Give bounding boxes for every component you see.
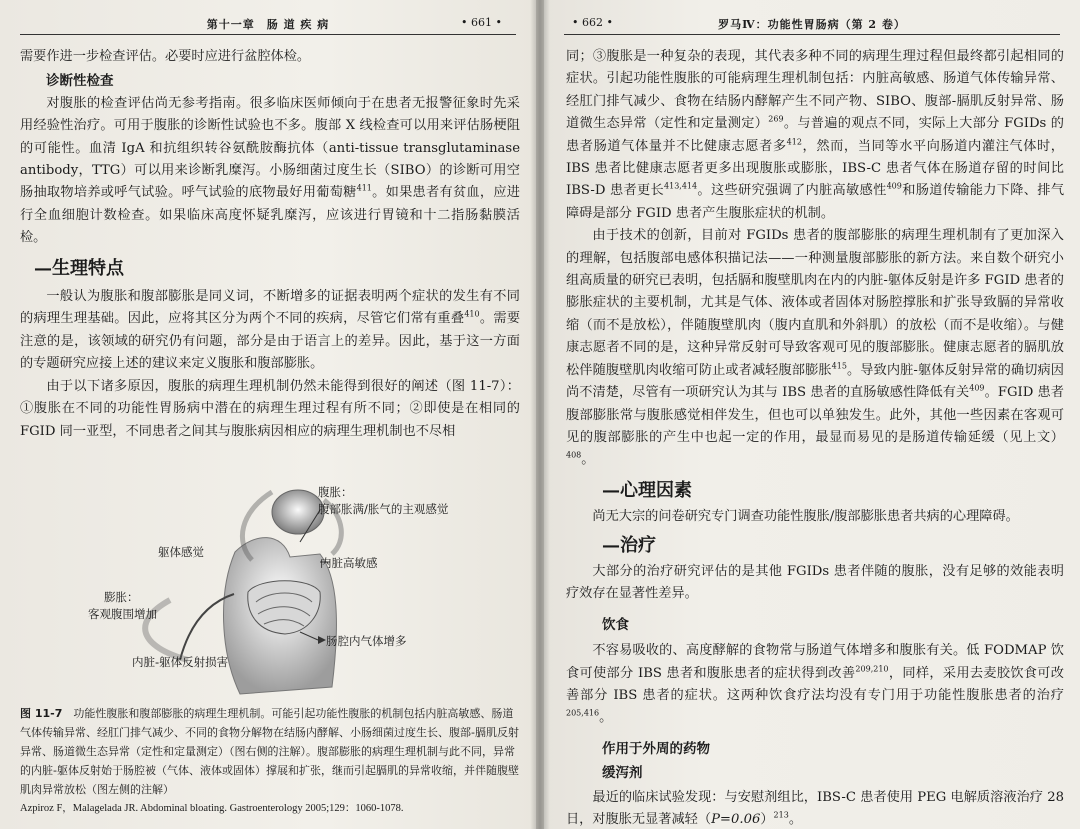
running-head-left bbox=[20, 16, 516, 35]
page-number: • 662 • bbox=[572, 16, 613, 29]
figure-11-7 bbox=[20, 482, 525, 704]
right-body bbox=[566, 46, 1064, 829]
book-gutter bbox=[530, 0, 550, 829]
label-gas: 肠腔内气体增多 bbox=[326, 634, 407, 648]
paragraph-physiology-2: 由于以下诸多原因，腹胀的病理生理机制仍然未能得到很好的阐述（图 11-7）：①腹胀在不同的功能性胃肠病中潜在的病理生理过程有所不同；②即使是在相同的 FGID 同一亚型，不同患者之间其与腹胀病因相应的病理生理机制也不尽相 bbox=[20, 378, 520, 439]
intro-text: 需要作进一步检查评估。必要时应进行盆腔体检。 bbox=[20, 49, 311, 64]
section-heading-diagnostic: 诊断性检查 bbox=[46, 73, 114, 90]
chapter-title: 第十一章 肠 道 疾 病 bbox=[206, 18, 330, 31]
paragraph-diet: 不容易吸收的、高度酵解的食物常与肠道气体增多和腹胀有关。低 FODMAP 饮食可使部分 IBS 患者和腹胀患者的症状得到改善$^{209,210}$，同样，采用去麦胶饮食可改善部分 IBS 患者的症状。这两种饮食疗法均没有专门用于功能性腹胀患者的治疗$^{205,416}$。 bbox=[566, 643, 1064, 726]
paragraph-mechanisms: 同；③腹胀是一种复杂的表现，其代表多种不同的病理生理过程但最终都引起相同的症状。引起功能性腹胀的可能病理生理机制包括：内脏高敏感、肠道气体传输异常、经肛门排气减少、食物在结肠内酵解产生不同产物、SIBO、腹部-膈肌反射异常、肠道微生态异常（定性和定量测定）$^{269}$。与普遍的观点不同，实际上大部分 FGIDs 的患者肠道气体量并不比健康志愿者多$^{412}$，然而，当同等水平向肠道内灌注气体时，IBS 患者比健康志愿者更多出现腹胀或膨胀，IBS-C 患者气体在肠道存留的时间比 IBS-D 患者更长$^{413,414}$。这些研究强调了内脏高敏感性$^{409}$和肠道传输能力下降、排气障碍是部分 FGID 患者产生腹胀症状的机制。 bbox=[566, 49, 1065, 221]
label-visceral: 内脏高敏感 bbox=[320, 556, 378, 570]
body-illustration bbox=[20, 482, 525, 704]
label-reflex: 内脏-躯体反射损害 bbox=[132, 655, 229, 669]
brain-icon bbox=[272, 490, 324, 534]
label-somatic: 躯体感觉 bbox=[158, 545, 204, 559]
section-heading-laxatives: 缓泻剂 bbox=[602, 765, 643, 782]
paragraph-treatment: 大部分的治疗研究评估的是其他 FGIDs 患者伴随的腹胀，没有足够的效能表明疗效存在显著性差异。 bbox=[566, 563, 1064, 602]
label-bloating-title: 腹胀： bbox=[318, 485, 353, 499]
section-heading-diet: 饮食 bbox=[602, 616, 629, 633]
figure-caption bbox=[20, 704, 520, 799]
label-distension-desc: 客观腹围增加 bbox=[88, 607, 157, 621]
running-head-right bbox=[564, 16, 1060, 35]
left-page bbox=[0, 0, 536, 829]
paragraph-diagnostic: 对腹胀的检查评估尚无参考指南。很多临床医师倾向于在患者无报警征象时先采用经验性治疗。可用于腹胀的诊断性试验也不多。腹部 X 线检查可以用来评估肠梗阻的可能性。血清 IgA 和抗组织转谷氨酰胺酶抗体（anti-tissue transglutaminase antibody，TTG）可以用来诊断乳糜泻。小肠细菌过度生长（SIBO）的诊断可用空肠抽取物培养或呼气试验。呼气试验的底物最好用葡萄糖$^{411}$。如果患者有贫血，应进行全血细胞计数检查。如果临床高度怀疑乳糜泻，应该进行胃镜和十二指肠黏膜活检。 bbox=[20, 95, 520, 246]
citation: 411 bbox=[356, 184, 372, 194]
book-title: 罗马Ⅳ：功能性胃肠病（第 2 卷） bbox=[718, 18, 906, 31]
section-heading-drugs: 作用于外周的药物 bbox=[602, 740, 710, 757]
paragraph-physiology-1: 一般认为腹胀和腹部膨胀是同义词，不断增多的证据表明两个症状的发生有不同的病理生理基础。因此，应将其区分为两个不同的疾病，尽管它们常有重叠$^{410}$。需要注意的是，该领域的研究仍有问题，部分是由于语言上的差异。因此，基于这一方面的专题研究应接上述的建议来定义腹胀和腹部膨胀。 bbox=[20, 289, 521, 372]
label-distension-title: 膨胀： bbox=[104, 590, 139, 604]
label-bloating-desc: 腹部胀满/胀气的主观感觉 bbox=[318, 502, 449, 516]
caption-text: 功能性腹胀和腹部膨胀的病理生理机制。可能引起功能性腹胀的机制包括内脏高敏感、肠道气体传输异常、经肛门排气减少、不同的食物分解物在结肠内酵解、小肠细菌过度生长、腹部-膈肌反射异常、肠道微生态异常（定性和定量测定）（图右侧的注解）。腹部膨胀的病理生理机制与此不同，异常的内脏-躯体反射始于肠腔被（气体、液体或固体）撑展和扩张，继而引起膈肌的异常收缩，并伴随腹壁肌肉异常放松（图左侧的注解） bbox=[20, 707, 519, 796]
caption-number: 图 11-7 bbox=[20, 707, 63, 720]
paragraph-psychology: 尚无大宗的问卷研究专门调查功能性腹胀/腹部膨胀患者共病的心理障碍。 bbox=[592, 509, 1019, 525]
citation: 410 bbox=[464, 310, 480, 320]
page-number: • 661 • bbox=[461, 16, 502, 29]
paragraph-distension: 由于技术的创新，目前对 FGIDs 患者的腹部膨胀的病理生理机制有了更加深入的理解，包括腹部电感体积描记法——一种测量腹部膨胀的新方法。来自数个研究小组高质量的研究已表明，包括膈和腹壁肌肉在内的内脏-躯体反射是许多 FGID 患者的膨胀症状的主要机制，尤其是气体、液体或者固体对肠腔撑胀和扩张导致膈的异常收缩（而不是放松），伴随腹壁肌肉（腹内直肌和外斜肌）的放松（而不是收缩）。与健康志愿者不同的是，这种异常反射可导致客观可见的腹部膨胀。健康志愿者的膈肌放松伴随腹壁肌肉收缩可防止或者减轻腹部膨胀$^{415}$。导致内脏-躯体反射异常的确切病因尚不清楚，尽管有一项研究认为其与 IBS 患者的直肠敏感性降低有关$^{409}$。FGID 患者腹部膨胀常与腹胀感觉相伴发生，但也可以单独发生。此外，其他一些因素在客观可见的腹部膨胀的产生中也起一定的作用，最显而易见的是肠道传输延缓（见上文）$^{408}$。 bbox=[566, 228, 1064, 468]
section-heading-treatment: —治疗 bbox=[602, 534, 656, 556]
section-heading-psychology: —心理因素 bbox=[602, 479, 692, 501]
paragraph-laxatives: 最近的临床试验发现：与安慰剂组比，IBS-C 患者使用 PEG 电解质溶液治疗 28 日，对腹胀无显著减轻（P=0.06）$^{213}$。 bbox=[566, 789, 1064, 827]
figure-reference: Azpiroz F，Malagelada JR. Abdominal bloating. Gastroenterology 2005;129：1060-1078. bbox=[20, 803, 404, 814]
section-heading-physiology: —生理特点 bbox=[34, 257, 124, 279]
left-body-top bbox=[20, 46, 520, 443]
right-page bbox=[544, 0, 1080, 829]
